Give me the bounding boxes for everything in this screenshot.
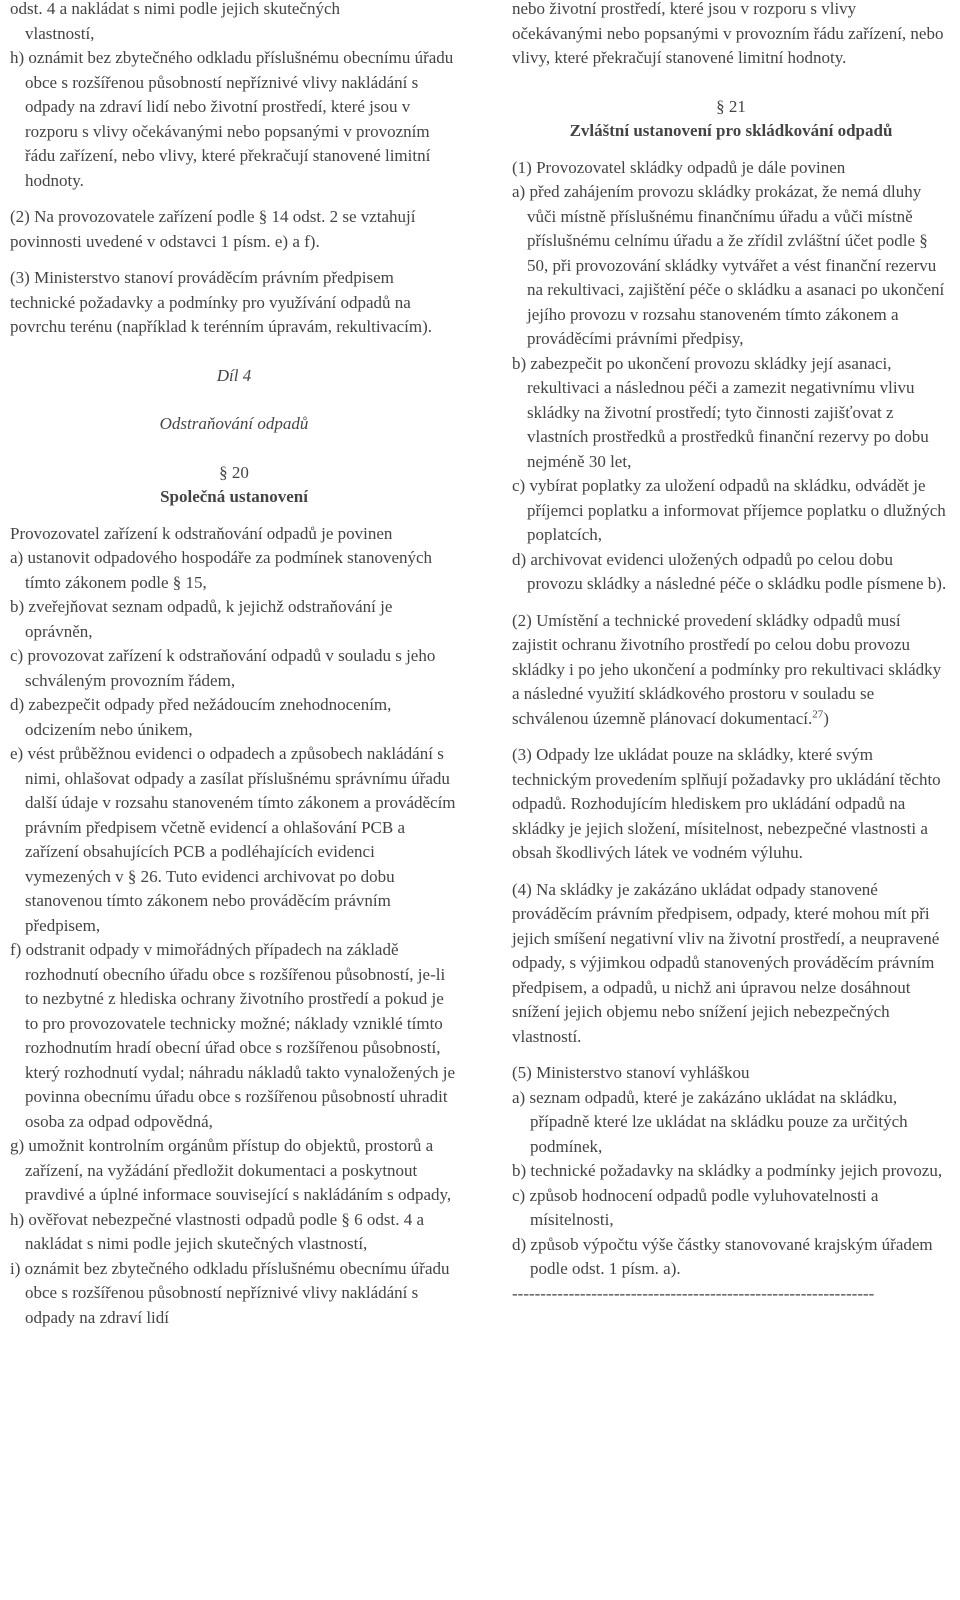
- left-column: [10, 0, 458, 1330]
- paragraph-2-end: ): [823, 708, 829, 728]
- list-item: a) ustanovit odpadového hospodáře za podmínek stanovených tímto zákonem podle § 15,: [10, 548, 433, 592]
- list-item: h) ověřovat nebezpečné vlastnosti odpadů podle § 6 odst. 4 a nakládat s nimi podle jejich skutečných vlastností,: [10, 1209, 425, 1253]
- list-item: f) odstranit odpady v mimořádných případech na základě rozhodnutí obecního úřadu obce s rozšířenou působností, je-li to nezbytné z hlediska ochrany životního prostředí a pokud je to pro provozovatele technicky možné; náklady vzniklé tímto rozhodnutím hradí obecní úřad obce s rozšířenou působností, který rozhodnutí vydal; náhradu nákladů takto vynaložených je povinna obecnímu úřadu obce s rozšířenou působností uhradit osoba za odpad odpovědná,: [10, 940, 456, 1131]
- continued-line-2: vlastností,: [25, 23, 95, 43]
- right-column: [512, 0, 950, 1306]
- section-number: § 21: [716, 96, 746, 116]
- list-item: b) technické požadavky na skládky a podmínky jejich provozu,: [512, 1161, 943, 1180]
- paragraph-1-intro: (1) Provozovatel skládky odpadů je dále povinen: [512, 157, 846, 177]
- item-h: h) oznámit bez zbytečného odkladu příslušnému obecnímu úřadu obce s rozšířenou působností nepříznivé vlivy nakládání s odpady na zdraví lidí nebo životní prostředí, které jsou v rozporu s vlivy očekávanými nebo popsanými v provozním řádu zařízení, nebo vlivy, které překračují stanovené limitní hodnoty.: [10, 48, 454, 190]
- list-item: c) vybírat poplatky za uložení odpadů na skládku, odvádět je příjemci poplatku a informovat příjemce poplatku o dlužných poplatcích,: [512, 476, 946, 544]
- paragraph-2: (2) Na provozovatele zařízení podle § 14 odst. 2 se vztahují povinnosti uvedené v odstavci 1 písm. e) a f).: [10, 207, 416, 251]
- list-item: c) provozovat zařízení k odstraňování odpadů v souladu s jeho schváleným provozním řádem,: [10, 646, 436, 690]
- part-title: Díl 4: [216, 365, 252, 385]
- list-item: d) archivovat evidenci uložených odpadů po celou dobu provozu skládky a následné péče o skládku podle písmene b).: [512, 549, 947, 593]
- list-item: e) vést průběžnou evidenci o odpadech a způsobech nakládání s nimi, ohlašovat odpady a zasílat příslušnému správnímu úřadu další údaje v rozsahu stanoveném tímto zákonem a prováděcím právním předpisem včetně evidencí a ohlašování PCB a zařízení obsahujících PCB a podléhajících evidenci vymezených v § 26. Tuto evidenci archivovat po dobu stanovenou tímto zákonem nebo prováděcím právním předpisem,: [10, 744, 456, 935]
- list-item: b) zabezpečit po ukončení provozu skládky její asanaci, rekultivaci a následnou péči a zamezit negativnímu vlivu skládky na životní prostředí; tyto činnosti zajišťovat z vlastních prostředků a prostředků finanční rezervy po dobu nejméně 30 let,: [512, 353, 929, 471]
- footnote-ref: 27: [812, 707, 824, 720]
- intro-text: Provozovatel zařízení k odstraňování odpadů je povinen: [10, 523, 393, 543]
- paragraph-3: (3) Ministerstvo stanoví prováděcím právním předpisem technické požadavky a podmínky pro využívání odpadů na povrchu terénu (například k terénním úpravám, rekultivacím).: [10, 268, 433, 336]
- list-item: g) umožnit kontrolním orgánům přístup do objektů, prostorů a zařízení, na vyžádání předložit dokumentaci a poskytnout pravdivé a úplné informace související s nakládáním s odpady,: [10, 1136, 452, 1204]
- list-item: d) způsob výpočtu výše částky stanovované krajským úřadem podle odst. 1 písm. a).: [512, 1234, 933, 1278]
- list-item: d) zabezpečit odpady před nežádoucím znehodnocením, odcizením nebo únikem,: [10, 695, 392, 739]
- paragraph-5-intro: (5) Ministerstvo stanoví vyhláškou: [512, 1063, 750, 1082]
- continued-text: nebo životní prostředí, které jsou v rozporu s vlivy očekávanými nebo popsanými v provozním řádu zařízení, nebo vlivy, které překračují stanovené limitní hodnoty.: [512, 0, 944, 67]
- paragraph-4: (4) Na skládky je zakázáno ukládat odpady stanovené prováděcím právním předpisem, odpady, které mohou mít při jejich smíšení negativní vliv na životní prostředí, a neupravené odpady, s výjimkou odpadů stanovených prováděcím právním předpisem, a odpadů, u nichž ani úpravou nelze dosáhnout snížení jejich objemu nebo snížení jejich nebezpečných vlastností.: [512, 879, 940, 1046]
- section-title: Zvláštní ustanovení pro skládkování odpadů: [569, 121, 893, 140]
- paragraph-3: (3) Odpady lze ukládat pouze na skládky, které svým technickým provedením splňují požadavky pro ukládání těchto odpadů. Rozhodujícím hlediskem pro ukládání odpadů na skládky je jejich složení, mísitelnost, nebezpečné vlastnosti a obsah škodlivých látek ve vodném výluhu.: [512, 745, 941, 862]
- section-number: § 20: [219, 462, 249, 482]
- divider-rule: ----------------------------------------------------------------: [512, 1283, 875, 1303]
- paragraph-2: [512, 609, 950, 732]
- section-title: Společná ustanovení: [160, 487, 308, 506]
- list-item: a) před zahájením provozu skládky prokázat, že nemá dluhy vůči místně příslušnému finančnímu úřadu a vůči místně příslušnému celnímu úřadu a že zřídil zvláštní účet podle § 50, při provozování skládky vytvářet a vést finanční rezervu na rekultivaci, zajištění péče o skládku a asanaci po ukončení jejího provozu v rozsahu stanoveném tímto zákonem a prováděcími právními předpisy,: [512, 182, 945, 348]
- list-item: a) seznam odpadů, které je zakázáno ukládat na skládku, případně které lze ukládat na skládku pouze za určitých podmínek,: [512, 1087, 908, 1156]
- list-item: c) způsob hodnocení odpadů podle vyluhovatelnosti a mísitelnosti,: [512, 1185, 879, 1229]
- list-item: b) zveřejňovat seznam odpadů, k jejichž odstraňování je oprávněn,: [10, 597, 393, 641]
- continued-line-1: odst. 4 a nakládat s nimi podle jejich skutečných: [10, 0, 341, 18]
- paragraph-2-text: (2) Umístění a technické provedení skládky odpadů musí zajistit ochranu životního prostředí po celou dobu provozu skládky i po jeho ukončení a podmínky pro rekultivaci skládky a následné využití skládkového prostoru v souladu se schválenou územně plánovací dokumentací.: [512, 610, 942, 728]
- part-subtitle: Odstraňování odpadů: [159, 414, 309, 433]
- list-item: i) oznámit bez zbytečného odkladu příslušnému obecnímu úřadu obce s rozšířenou působností nepříznivé vlivy nakládání s odpady na zdraví lidí: [10, 1258, 450, 1327]
